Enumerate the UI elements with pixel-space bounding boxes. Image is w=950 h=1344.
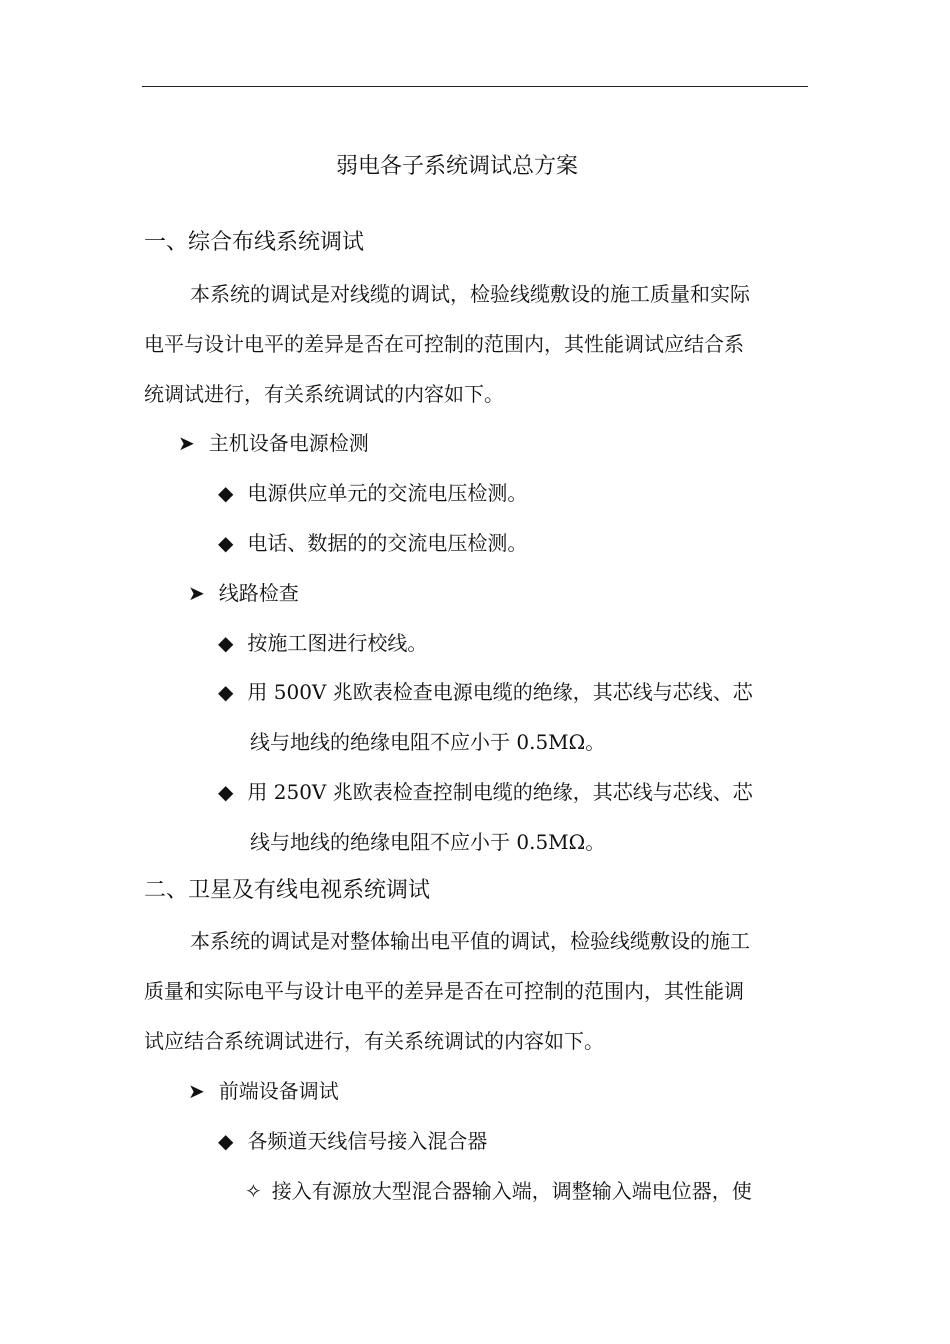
arrow-bullet-icon: ➤ — [188, 1079, 205, 1103]
diamond-bullet-icon: ◆ — [218, 680, 234, 704]
section-2-paragraph-line: 本系统的调试是对整体输出电平值的调试，检验线缆敷设的施工 — [190, 929, 750, 953]
diamond-bullet-icon: ◆ — [218, 780, 234, 804]
list-item — [218, 1128, 487, 1154]
section-2-heading: 二、卫星及有线电视系统调试 — [144, 878, 431, 903]
section-2-paragraph-line: 试应结合系统调试进行，有关系统调试的内容如下。 — [144, 1029, 604, 1053]
header-rule — [142, 86, 808, 87]
diamond-bullet-icon: ◆ — [218, 1129, 234, 1153]
list-item-frontend-debug — [188, 1078, 339, 1104]
list-item-label: 主机设备电源检测 — [208, 431, 369, 455]
list-item-continuation: 线与地线的绝缘电阻不应小于 0.5MΩ。 — [250, 830, 606, 854]
list-item — [218, 480, 527, 506]
list-item-text: 各频道天线信号接入混合器 — [247, 1129, 488, 1153]
section-1-heading: 一、综合布线系统调试 — [144, 230, 365, 255]
diamond-bullet-icon: ◆ — [218, 481, 234, 505]
sub-list-item-text: 接入有源放大型混合器输入端，调整输入端电位器，使 — [271, 1179, 752, 1203]
list-item-label: 线路检查 — [218, 581, 299, 605]
document-title: 弱电各子系统调试总方案 — [336, 154, 579, 179]
section-1-paragraph-line: 统调试进行，有关系统调试的内容如下。 — [144, 382, 504, 406]
arrow-bullet-icon: ➤ — [188, 581, 205, 605]
list-item — [218, 779, 753, 805]
list-item — [218, 679, 753, 705]
list-item-power-check — [178, 430, 369, 456]
list-item-continuation: 线与地线的绝缘电阻不应小于 0.5MΩ。 — [250, 730, 606, 754]
arrow-bullet-icon: ➤ — [178, 431, 195, 455]
list-item-text: 用 500V 兆欧表检查电源电缆的绝缘，其芯线与芯线、芯 — [247, 680, 753, 704]
list-item — [218, 630, 427, 656]
section-1-paragraph-line: 本系统的调试是对线缆的调试，检验线缆敷设的施工质量和实际 — [190, 282, 750, 306]
list-item-line-check — [188, 580, 299, 606]
list-item-text: 电话、数据的的交流电压检测。 — [247, 531, 528, 555]
section-2-paragraph-line: 质量和实际电平与设计电平的差异是否在可控制的范围内，其性能调 — [144, 979, 744, 1003]
list-item — [218, 530, 527, 556]
diamond-bullet-icon: ◆ — [218, 531, 234, 555]
list-item-text: 用 250V 兆欧表检查控制电缆的绝缘，其芯线与芯线、芯 — [247, 780, 753, 804]
list-item-label: 前端设备调试 — [218, 1079, 339, 1103]
list-item-text: 按施工图进行校线。 — [247, 631, 428, 655]
section-1-paragraph-line: 电平与设计电平的差异是否在可控制的范围内，其性能调试应结合系 — [144, 332, 744, 356]
list-item-text: 电源供应单元的交流电压检测。 — [247, 481, 528, 505]
sparkle-bullet-icon: ✧ — [245, 1179, 262, 1203]
sub-list-item — [245, 1178, 752, 1204]
diamond-bullet-icon: ◆ — [218, 631, 234, 655]
